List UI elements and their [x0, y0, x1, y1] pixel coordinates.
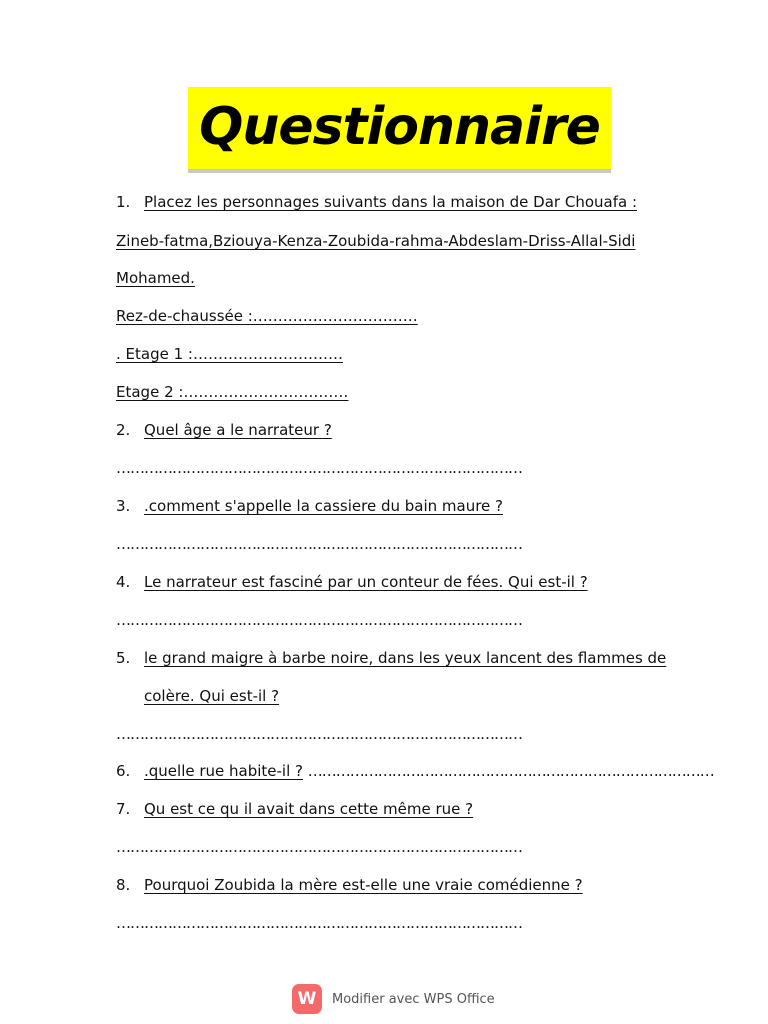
answer-line: ……………………………………………………………………………	[116, 535, 522, 553]
question-7	[116, 799, 473, 819]
question-text: Pourquoi Zoubida la mère est-elle une vraie comédienne ?	[144, 876, 583, 894]
question-1-continuation: Zineb-fatma,Bziouya-Kenza-Zoubida-rahma-Abdeslam-Driss-Allal-Sidi	[116, 232, 636, 250]
question-number: 5.	[116, 649, 131, 667]
question-6	[116, 761, 714, 781]
question-text: Qu est ce qu il avait dans cette même rue ?	[144, 800, 474, 818]
question-number: 2.	[116, 421, 131, 439]
floor-etage-2: Etage 2 :……………………………	[116, 383, 349, 401]
question-4	[116, 572, 588, 592]
question-number: 8.	[116, 876, 131, 894]
question-text: .quelle rue habite-il ?	[144, 762, 304, 780]
question-5	[116, 648, 666, 668]
question-number: 6.	[116, 762, 131, 780]
question-3	[116, 496, 503, 516]
wps-edit-link[interactable]	[292, 983, 495, 1015]
floor-etage-1: . Etage 1 :…………………………	[116, 345, 343, 363]
question-8	[116, 875, 583, 895]
answer-line: ……………………………………………………………………………	[116, 611, 522, 629]
question-1-continuation-2: Mohamed.	[116, 269, 195, 287]
answer-line: ……………………………………………………………………………	[116, 725, 522, 743]
question-2	[116, 420, 332, 440]
question-text: Placez les personnages suivants dans la maison de Dar Chouafa :	[144, 193, 637, 211]
wps-logo-icon: W	[292, 984, 322, 1014]
answer-line: ……………………………………………………………………………	[116, 459, 522, 477]
question-number: 7.	[116, 800, 131, 818]
answer-line-inline: ……………………………………………………………………………	[307, 762, 714, 780]
wps-edit-label: Modifier avec WPS Office	[332, 991, 495, 1007]
question-5-continuation: colère. Qui est-il ?	[144, 687, 280, 705]
question-text: le grand maigre à barbe noire, dans les yeux lancent des flammes de	[144, 649, 667, 667]
question-text: Quel âge a le narrateur ?	[144, 421, 332, 439]
question-number: 3.	[116, 497, 131, 515]
title-banner	[188, 87, 611, 169]
question-number: 1.	[116, 193, 131, 211]
question-1	[116, 192, 637, 212]
page-title: Questionnaire	[199, 97, 600, 157]
question-number: 4.	[116, 573, 131, 591]
answer-line: ……………………………………………………………………………	[116, 914, 522, 932]
question-text: Le narrateur est fasciné par un conteur de fées. Qui est-il ?	[144, 573, 588, 591]
answer-line: ……………………………………………………………………………	[116, 838, 522, 856]
floor-rez-de-chaussee: Rez-de-chaussée :……………………………	[116, 307, 418, 325]
question-text: .comment s'appelle la cassiere du bain maure ?	[144, 497, 504, 515]
